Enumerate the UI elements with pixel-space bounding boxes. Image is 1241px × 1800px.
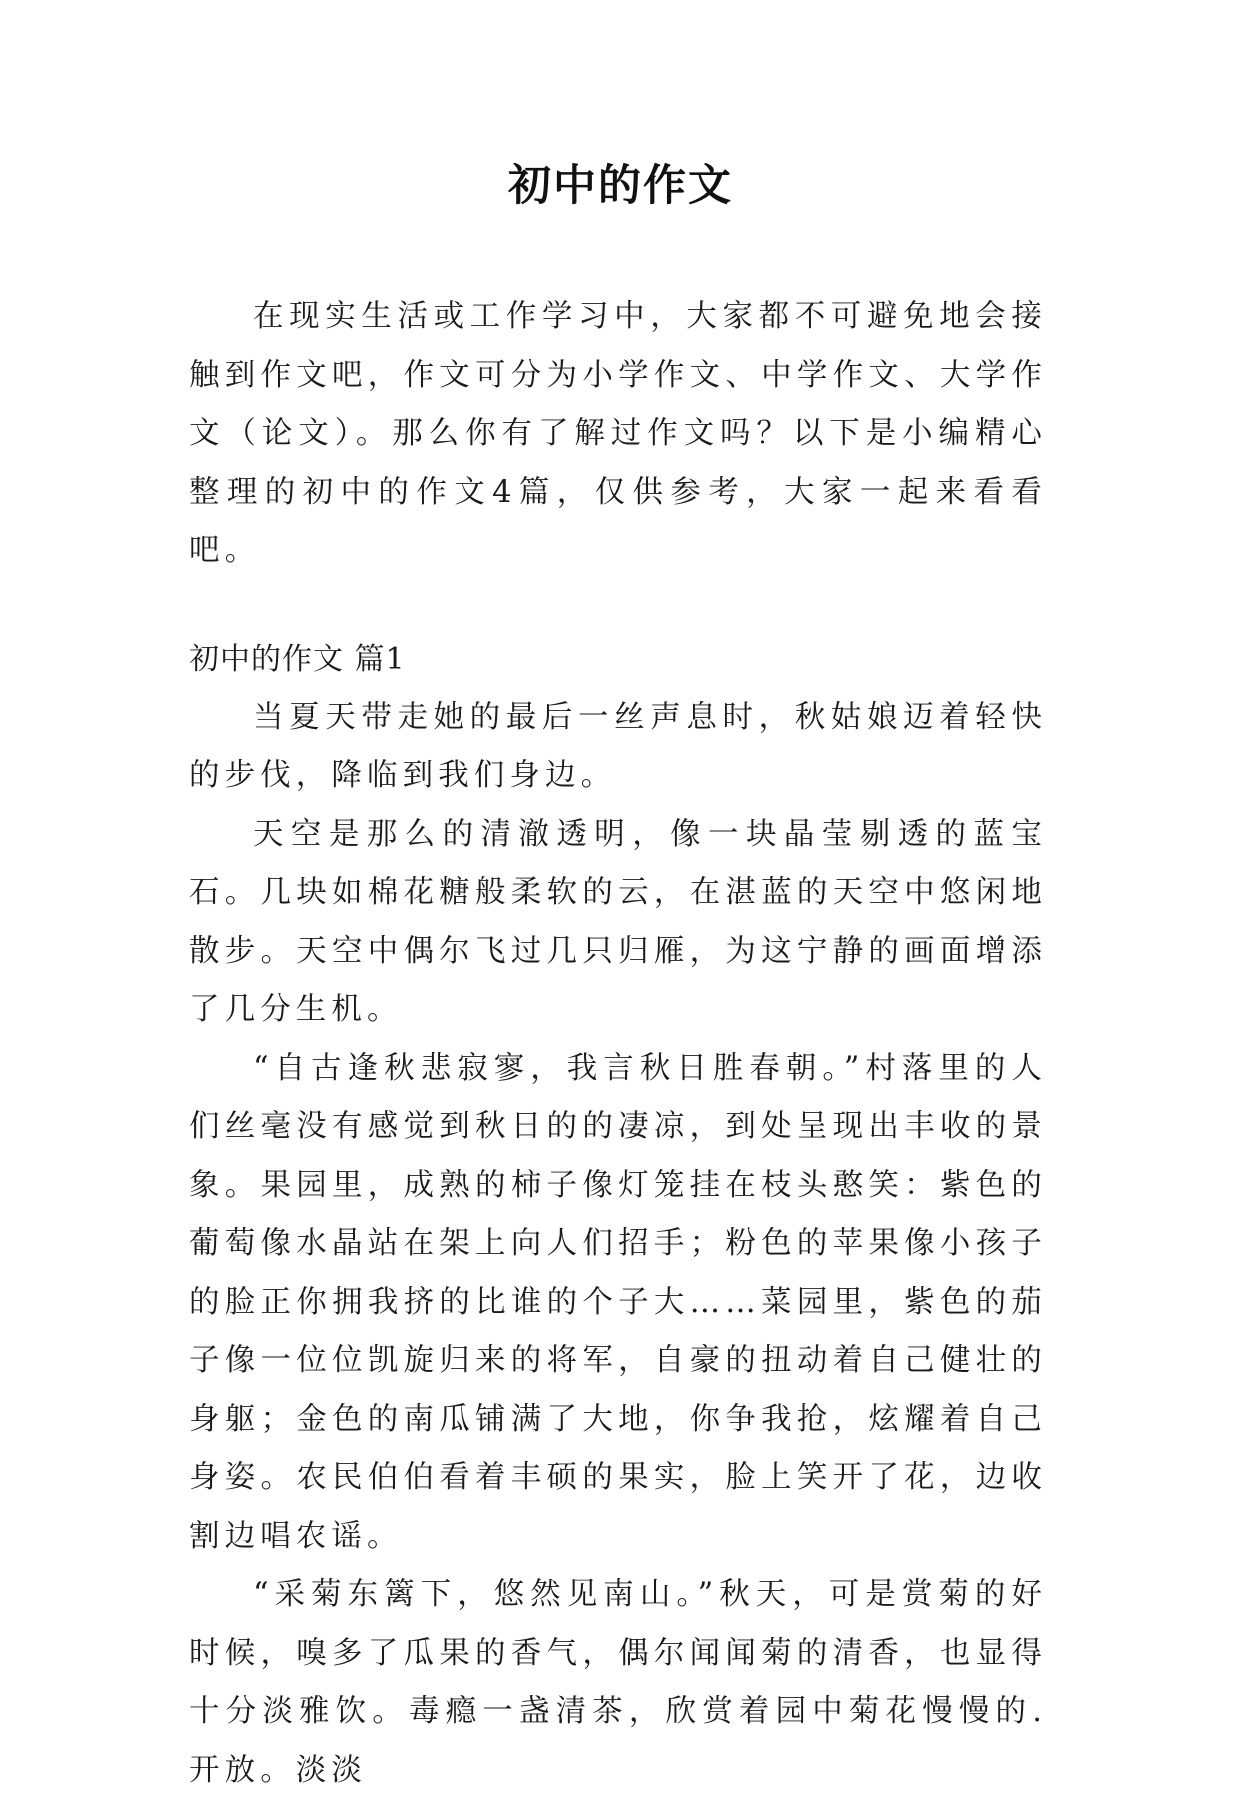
intro-paragraph: 在现实生活或工作学习中，大家都不可避免地会接触到作文吧，作文可分为小学作文、中学作文、大学作文（论文）。那么你有了解过作文吗？以下是小编精心整理的初中的作文4篇，仅供参考，大家一起来看看吧。 [189,299,1047,568]
body-paragraph: 天空是那么的清澈透明，像一块晶莹剔透的蓝宝石。几块如棉花糖般柔软的云，在湛蓝的天空中悠闲地散步。天空中偶尔飞过几只归雁，为这宁静的画面增添了几分生机。 [189,816,1047,1027]
body-paragraph: 当夏天带走她的最后一丝声息时，秋姑娘迈着轻快的步伐，降临到我们身边。 [189,699,1047,793]
document-title: 初中的作文 [508,161,733,211]
body-paragraph: “采菊东篱下，悠然见南山。”秋天，可是赏菊的好时候，嗅多了瓜果的香气，偶尔闻闻菊的清香，也显得十分淡雅饮。毒瘾一盏清茶，欣赏着园中菊花慢慢的.开放。淡淡 [189,1577,1047,1788]
section-heading: 初中的作文 篇1 [189,641,406,677]
document-body [189,288,1047,1800]
body-paragraph: “自古逢秋悲寂寥，我言秋日胜春朝。”村落里的人们丝毫没有感觉到秋日的的凄凉，到处呈现出丰收的景象。果园里，成熟的柿子像灯笼挂在枝头憨笑：紫色的葡萄像水晶站在架上向人们招手；粉色的苹果像小孩子的脸正你拥我挤的比谁的个子大……菜园里，紫色的茄子像一位位凯旋归来的将军，自豪的扭动着自己健壮的身躯；金色的南瓜铺满了大地，你争我抢，炫耀着自己身姿。农民伯伯看着丰硕的果实，脸上笑开了花，边收割边唱农谣。 [189,1050,1047,1554]
